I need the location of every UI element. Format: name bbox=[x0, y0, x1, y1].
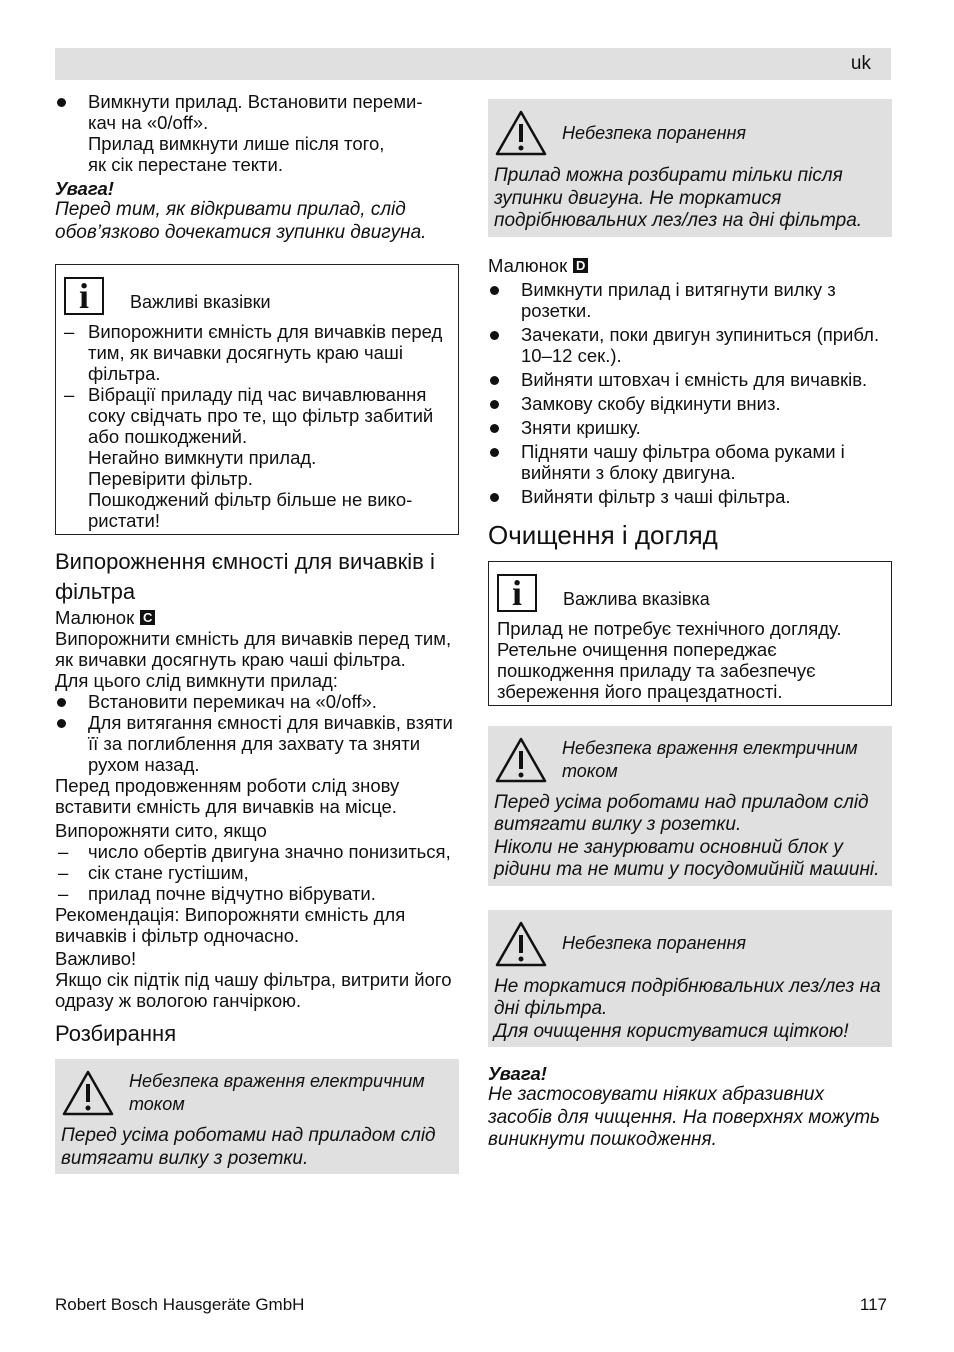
section-heading-cleaning: Очищення і догляд bbox=[488, 519, 718, 550]
company-name: Robert Bosch Hausgeräte GmbH bbox=[55, 1295, 305, 1314]
figure-letter-c: C bbox=[140, 610, 155, 625]
figure-label-d: Малюнок D bbox=[488, 255, 892, 276]
hazard-text: Ніколи не занурювати основний блок у рідини та не мити у посудомийній машині. bbox=[494, 836, 880, 880]
condition-item: – число обертів двигуна значно понизиться, bbox=[55, 841, 459, 862]
figure-letter-d: D bbox=[573, 258, 588, 273]
condition-item: – сік стане густішим, bbox=[55, 862, 459, 883]
hazard-title: Небезпека поранення bbox=[562, 933, 747, 953]
figure-label-c: Малюнок C bbox=[55, 607, 459, 628]
hazard-text: Прилад можна розбирати тільки після зупинки двигуна. Не торкатися подрібнювальних лез/лез на дні фільтра. bbox=[494, 165, 863, 231]
warning-triangle-icon bbox=[494, 736, 548, 784]
hazard-text: Перед усіма роботами над приладом слід витягати вилку з розетки. bbox=[494, 791, 869, 835]
instruction-bullet: Зачекати, поки двигун зупиниться (прибл. 10–12 сек.). bbox=[488, 324, 892, 366]
left-column bbox=[55, 91, 459, 1174]
electric-shock-warning-box bbox=[55, 1059, 459, 1174]
page-footer bbox=[55, 1294, 887, 1315]
instruction-bullet: Вимкнути прилад і витягнути вилку з розетки. bbox=[488, 279, 892, 321]
injury-warning-box bbox=[488, 99, 892, 237]
attention-text: Не застосовувати ніяких абразивних засобів для чищення. На поверхнях можуть виникнути пошкодження. bbox=[488, 1084, 881, 1150]
injury-warning-box bbox=[488, 910, 892, 1048]
important-text: Якщо сік підтік під чашу фільтра, витрити його одразу ж вологою ганчіркою. bbox=[55, 969, 452, 1011]
section-heading-emptying: Випорожнення ємності для вичавків і фільтра bbox=[55, 549, 435, 604]
attention-text: Перед тим, як відкривати прилад, слід обов’язково дочекатися зупинки двигуна. bbox=[55, 199, 427, 243]
info-title: Важливі вказівки bbox=[130, 292, 271, 312]
instruction-bullet: Вийняти штовхач і ємність для вичавків. bbox=[488, 369, 892, 390]
page-number: 117 bbox=[859, 1295, 887, 1314]
hazard-text: Не торкатися подрібнювальних лез/лез на дні фільтра. bbox=[494, 975, 881, 1019]
instruction-bullet: Зняти кришку. bbox=[488, 417, 892, 438]
warning-triangle-icon bbox=[61, 1069, 115, 1117]
paragraph: Перед продовженням роботи слід знову вставити ємність для вичавків на місце. bbox=[55, 775, 400, 817]
instruction-bullet: Замкову скобу відкинути вниз. bbox=[488, 393, 892, 414]
info-icon: i bbox=[64, 277, 104, 315]
hazard-title: Небезпека поранення bbox=[562, 122, 747, 143]
warning-triangle-icon bbox=[494, 920, 548, 968]
condition-item: – прилад почне відчутно вібрувати. bbox=[55, 883, 459, 904]
electric-shock-warning-box bbox=[488, 726, 892, 886]
important-label: Важливо! bbox=[55, 948, 137, 969]
instruction-bullet: Вимкнути прилад. Встановити переми- кач на «0/off». Прилад вимкнути лише після того, як сік перестане текти. bbox=[55, 91, 459, 175]
paragraph: Для цього слід вимкнути прилад: bbox=[55, 670, 338, 691]
hazard-text: Для очищення користуватися щіткою! bbox=[494, 1020, 849, 1042]
paragraph: Випорожняти сито, якщо bbox=[55, 820, 267, 841]
header-bar bbox=[55, 48, 891, 80]
important-note-box bbox=[488, 561, 892, 706]
info-extra: Негайно вимкнути прилад. bbox=[88, 447, 317, 468]
attention-label: Увага! bbox=[488, 1063, 547, 1084]
info-extra: Перевірити фільтр. bbox=[88, 468, 253, 489]
info-title: Важлива вказівка bbox=[563, 588, 710, 609]
instruction-bullet: Підняти чашу фільтра обома руками і вийняти з блоку двигуна. bbox=[488, 441, 892, 483]
section-heading-disassembly: Розбирання bbox=[55, 1021, 177, 1046]
info-item: – Вібрації приладу під час вичавлювання соку свідчать про те, що фільтр забитий або пошкоджений. bbox=[64, 384, 452, 447]
paragraph: Випорожнити ємність для вичавків перед тим, як вичавки досягнуть краю чаші фільтра. bbox=[55, 628, 452, 670]
attention-label: Увага! bbox=[55, 178, 114, 199]
info-extra: Пошкоджений фільтр більше не вико-ристати! bbox=[88, 489, 413, 531]
warning-triangle-icon bbox=[494, 109, 548, 157]
instruction-bullet: Вийняти фільтр з чаші фільтра. bbox=[488, 486, 892, 507]
right-column bbox=[488, 99, 892, 1152]
recommendation: Рекомендація: Випорожняти ємність для вичавків і фільтр одночасно. bbox=[55, 904, 406, 946]
info-text: Прилад не потребує технічного догляду. Ретельне очищення попереджає пошкодження приладу та забезпечує збереження його працездатності. bbox=[497, 617, 842, 702]
info-item: – Випорожнити ємність для вичавків перед тим, як вичавки досягнуть краю чаші фільтра. bbox=[64, 321, 452, 384]
language-code: uk bbox=[850, 53, 871, 74]
instruction-bullet: Для витягання ємності для вичавків, взяти її за поглиблення для захвату та зняти рухом назад. bbox=[55, 712, 459, 775]
info-icon: i bbox=[497, 574, 537, 612]
hazard-text: Перед усіма роботами над приладом слід витягати вилку з розетки. bbox=[61, 1125, 436, 1169]
instruction-bullet: Встановити перемикач на «0/off». bbox=[55, 691, 459, 712]
hazard-title: Небезпека враження електричним током bbox=[129, 1071, 425, 1114]
hazard-title: Небезпека враження електричним током bbox=[562, 737, 858, 781]
important-notes-box bbox=[55, 264, 459, 535]
